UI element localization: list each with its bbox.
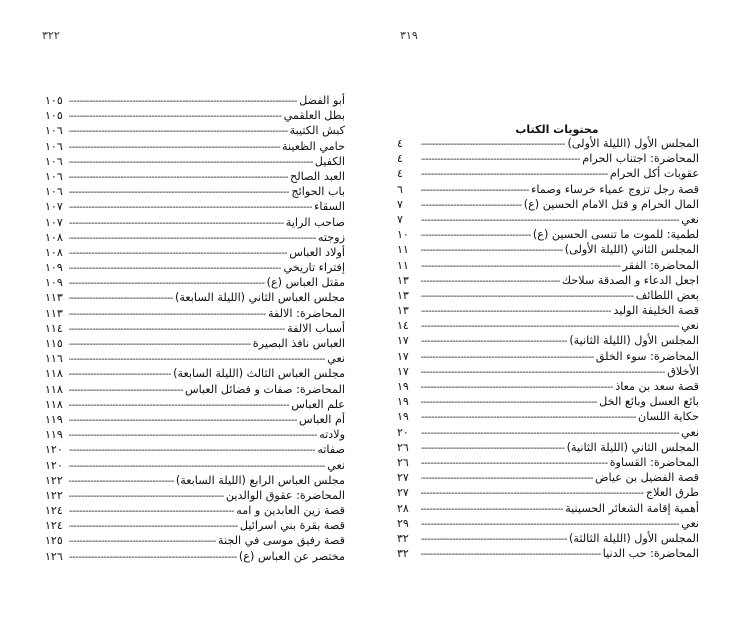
toc-entry (397, 212, 699, 227)
toc-entry-title: المحاضرة: الفقر (622, 258, 699, 272)
toc-entry-title: قصة الفضيل بن عياض (594, 471, 699, 485)
dotted-leader (69, 200, 312, 214)
toc-entry-title: المجلس الثاني (الليلة الأولى) (564, 243, 699, 257)
toc-entry-title: المحاضرة: صفات و فضائل العباس (184, 382, 345, 396)
toc-entry-title: المحاضرة: سوء الخلق (595, 349, 699, 363)
dotted-leader (421, 471, 593, 485)
toc-entry-title: نعي (681, 516, 699, 530)
toc-entry-page: ٧ (397, 197, 403, 211)
toc-entry (397, 197, 699, 212)
toc-entry-title: نعي (681, 319, 699, 333)
dotted-leader (69, 459, 325, 473)
right-page (372, 0, 744, 640)
toc-entry (45, 245, 345, 260)
toc-entry-title: صاحب الراية (285, 215, 345, 229)
toc-entry-title: قصة الخليفة الوليد (613, 304, 699, 318)
dotted-leader (69, 352, 325, 366)
toc-entry (45, 260, 345, 275)
toc-entry-title: مجلس العباس الثالث (الليلة السابعة) (173, 367, 345, 381)
toc-entry-title: اجعل الدعاء و الصدقة سلاحك (561, 273, 699, 287)
toc-entry-page: ١٠٩ (45, 276, 63, 290)
toc-entry (45, 473, 345, 488)
toc-entry-page: ١٠٦ (45, 169, 63, 183)
dotted-leader (69, 261, 281, 275)
dotted-leader (69, 489, 224, 503)
toc-entry (45, 199, 345, 214)
toc-entry (397, 531, 699, 546)
toc-entry (397, 470, 699, 485)
toc-entry-title: باب الحوائج (291, 185, 345, 199)
dotted-leader (421, 274, 560, 288)
toc-entry-page: ١٢٤ (45, 519, 63, 533)
toc-entry (397, 242, 699, 257)
dotted-leader (69, 124, 288, 138)
toc-entry (45, 412, 345, 427)
toc-entry-page: ١٢٠ (45, 458, 63, 472)
toc-entry-title: قصة بقرة بني اسرائيل (239, 519, 345, 533)
toc-entry-page: ٢٧ (397, 486, 409, 500)
toc-entry-title: قصة رجل تزوج عمياء خرساء وصماء (531, 182, 699, 196)
toc-entry-page: ٣٢ (397, 531, 409, 545)
toc-entry-title: زوجته (317, 230, 345, 244)
toc-entry-page: ١٢٢ (45, 488, 63, 502)
toc-entry-page: ٧ (397, 212, 403, 226)
dotted-leader (69, 413, 297, 427)
dotted-leader (69, 170, 288, 184)
toc-entry-page: ٤ (397, 137, 403, 150)
toc-entry (397, 258, 699, 273)
toc-entry (45, 215, 345, 230)
toc-entry (397, 485, 699, 500)
toc-list (397, 136, 699, 561)
toc-entry-page: ١١٥ (45, 337, 63, 350)
toc-entry-page: ١١٨ (45, 397, 63, 411)
toc-entry-page: ١٣ (397, 273, 409, 287)
dotted-leader (69, 367, 171, 381)
toc-entry-title: بطل العلقمي (283, 109, 345, 123)
toc-entry (45, 321, 345, 336)
dotted-leader (421, 547, 601, 561)
dotted-leader (421, 517, 679, 531)
toc-entry-page: ٢٩ (397, 516, 409, 530)
toc-entry (45, 275, 345, 290)
toc-entry-page: ١١٣ (45, 291, 63, 305)
toc-entry-title: صفاته (317, 443, 345, 457)
toc-entry-page: ٦ (397, 182, 403, 196)
dotted-leader (421, 259, 621, 273)
dotted-leader (421, 304, 611, 318)
toc-entry-page: ١٠ (397, 228, 409, 242)
toc-entry (45, 427, 345, 442)
toc-entry-title: قصة رفيق موسى في الجنة (218, 534, 345, 548)
toc-entry (45, 458, 345, 473)
toc-entry-page: ١٠٦ (45, 124, 63, 138)
toc-entry-page: ١٠٨ (45, 245, 63, 259)
dotted-leader (421, 441, 565, 455)
toc-entry-page: ١٠٥ (45, 94, 63, 107)
toc-entry (45, 139, 345, 154)
dotted-leader (69, 428, 317, 442)
toc-entry-title: بائع العسل وبائع الخل (599, 395, 699, 409)
toc-entry (397, 333, 699, 348)
dotted-leader (69, 231, 316, 245)
toc-entry-title: المال الحرام و قتل الامام الحسين (ع) (523, 197, 699, 211)
dotted-leader (69, 337, 251, 351)
toc-entry-title: العباس نافذ البصيرة (252, 337, 345, 350)
dotted-leader (69, 94, 297, 108)
toc-entry-title: إفتراء تاريخي (283, 261, 345, 275)
toc-entry-title: أهمية إقامة الشعائر الحسينية (565, 501, 699, 515)
toc-entry-title: مختصر عن العباس (ع) (238, 549, 345, 563)
toc-entry-title: الكفيل (314, 154, 345, 168)
toc-entry-page: ٢٨ (397, 501, 409, 515)
toc-entry-title: المحاضرة: عقوق الوالدين (225, 488, 345, 502)
toc-entry (397, 151, 699, 166)
toc-entry (397, 318, 699, 333)
dotted-leader (421, 213, 679, 227)
toc-entry (397, 273, 699, 288)
dotted-leader (421, 198, 522, 212)
toc-entry-page: ١٩ (397, 410, 409, 424)
dotted-leader (69, 185, 289, 199)
dotted-leader (421, 365, 665, 379)
dotted-leader (69, 383, 183, 397)
dotted-leader (69, 246, 287, 260)
toc-entry-page: ١٩ (397, 380, 409, 393)
page-number: ٣٢٢ (42, 29, 60, 42)
toc-entry-title: أبو الفضل (299, 94, 345, 107)
toc-entry (45, 488, 345, 503)
toc-entry-page: ٤ (397, 167, 403, 181)
toc-entry (45, 397, 345, 412)
toc-entry (45, 169, 345, 184)
toc-entry (45, 93, 345, 108)
toc-entry-page: ١١ (397, 258, 409, 272)
dotted-leader (69, 443, 315, 457)
toc-entry-page: ٤ (397, 152, 403, 166)
dotted-leader (421, 334, 567, 348)
toc-entry (45, 306, 345, 321)
toc-entry-title: قصة سعد بن معاذ (615, 380, 699, 393)
toc-entry-title: المجلس الثاني (الليلة الثانية) (566, 440, 699, 454)
toc-entry-page: ١٠٨ (45, 230, 63, 244)
toc-entry (397, 136, 699, 151)
dotted-leader (69, 307, 266, 321)
toc-entry-title: مجلس العباس الثاني (الليلة السابعة) (175, 291, 345, 305)
toc-entry-page: ٣٢ (397, 547, 409, 561)
toc-entry-title: قصة زين العابدين و امه (236, 504, 345, 518)
toc-entry-page: ١٢٥ (45, 534, 63, 548)
toc-entry-page: ١٤ (397, 319, 409, 333)
toc-entry-title: ولادته (319, 428, 345, 442)
toc-entry-page: ١٧ (397, 349, 409, 363)
toc-entry-page: ١٣ (397, 288, 409, 302)
dotted-leader (421, 183, 529, 197)
toc-entry (397, 379, 699, 394)
toc-entry (397, 166, 699, 181)
toc-entry-page: ١٠٦ (45, 185, 63, 199)
toc-entry-title: المحاضرة: حب الدنيا (602, 547, 699, 561)
toc-entry (45, 533, 345, 548)
toc-list (45, 93, 345, 564)
toc-entry (397, 546, 699, 561)
toc-entry-title: نعي (681, 212, 699, 226)
toc-entry-title: نعي (681, 425, 699, 439)
toc-entry-page: ١٣ (397, 304, 409, 318)
toc-entry-page: ١٢٠ (45, 443, 63, 457)
toc-entry-title: الأخلاق (667, 364, 699, 378)
toc-entry (45, 549, 345, 564)
toc-entry (45, 108, 345, 123)
toc-entry-page: ١١ (397, 243, 409, 257)
toc-entry-page: ١٠٩ (45, 261, 63, 275)
toc-entry-page: ١١٨ (45, 367, 63, 381)
toc-entry-title: أم العباس (299, 412, 345, 426)
dotted-leader (69, 155, 313, 169)
toc-entry-title: طرق العلاج (645, 486, 699, 500)
toc-entry-page: ١٢٦ (45, 549, 63, 563)
dotted-leader (69, 216, 284, 230)
dotted-leader (69, 291, 173, 305)
dotted-leader (69, 474, 174, 488)
dotted-leader (69, 550, 237, 564)
toc-entry (397, 182, 699, 197)
toc-entry (397, 455, 699, 470)
toc-entry-title: مقتل العباس (ع) (266, 276, 345, 290)
toc-entry (397, 409, 699, 424)
toc-entry (397, 349, 699, 364)
toc-entry-page: ١١٦ (45, 352, 63, 366)
dotted-leader (421, 456, 608, 470)
dotted-leader (69, 276, 265, 290)
dotted-leader (421, 410, 636, 424)
toc-entry (45, 154, 345, 169)
toc-entry-page: ١٧ (397, 334, 409, 348)
dotted-leader (421, 228, 531, 242)
dotted-leader (69, 519, 238, 533)
toc-title: محتويات الكتاب (515, 123, 599, 136)
toc-entry-title: المحاضرة: القساوة (609, 455, 699, 469)
toc-entry-title: أسباب الالفة (287, 321, 345, 335)
toc-entry (45, 123, 345, 138)
page-number: ٣١٩ (400, 29, 418, 42)
dotted-leader (69, 504, 234, 518)
toc-entry-page: ١٠٦ (45, 139, 63, 153)
toc-entry (45, 351, 345, 366)
dotted-leader (69, 140, 280, 154)
toc-entry-title: حكاية اللسان (638, 410, 699, 424)
dotted-leader (421, 502, 563, 516)
dotted-leader (421, 289, 634, 303)
toc-entry-title: المجلس الأول (الليلة الثالثة) (569, 531, 699, 545)
toc-entry-page: ١١٩ (45, 428, 63, 442)
dotted-leader (69, 398, 289, 412)
toc-entry-title: بعض اللطائف (635, 288, 699, 302)
dotted-leader (421, 395, 597, 409)
toc-entry (45, 382, 345, 397)
dotted-leader (421, 243, 563, 257)
toc-entry-title: لطمية: للموت ما تنسى الحسين (ع) (532, 228, 699, 242)
toc-entry-page: ١٧ (397, 364, 409, 378)
toc-entry-title: المحاضرة: الالفة (267, 306, 345, 320)
toc-entry (45, 184, 345, 199)
toc-entry-page: ٢٠ (397, 425, 409, 439)
toc-entry-page: ١٢٤ (45, 504, 63, 518)
toc-entry-page: ١٩ (397, 395, 409, 409)
toc-entry (397, 425, 699, 440)
toc-entry (397, 364, 699, 379)
dotted-leader (421, 167, 608, 181)
toc-entry-title: حامي الظعينة (281, 139, 345, 153)
dotted-leader (421, 486, 644, 500)
toc-entry-title: المحاضرة: اجتناب الحرام (582, 152, 699, 166)
toc-entry-title: المجلس الأول (الليلة الثانية) (569, 334, 699, 348)
toc-entry-title: المجلس الأول (الليلة الأولى) (567, 137, 699, 150)
dotted-leader (421, 532, 567, 546)
toc-entry (397, 440, 699, 455)
toc-entry (45, 290, 345, 305)
toc-entry-title: العبد الصالح (290, 169, 345, 183)
toc-entry (397, 288, 699, 303)
dotted-leader (421, 426, 679, 440)
toc-entry-page: ١٠٧ (45, 215, 63, 229)
toc-entry (397, 501, 699, 516)
dotted-leader (421, 152, 580, 166)
toc-entry-page: ١١٤ (45, 321, 63, 335)
toc-entry-page: ١٠٥ (45, 109, 63, 123)
toc-entry (397, 516, 699, 531)
toc-entry-page: ١١٣ (45, 306, 63, 320)
toc-entry-title: نعي (327, 352, 345, 366)
toc-entry (397, 303, 699, 318)
dotted-leader (69, 322, 285, 336)
toc-entry-title: أولاد العباس (289, 245, 345, 259)
toc-entry (397, 227, 699, 242)
toc-entry-title: علم العباس (291, 397, 345, 411)
toc-entry-title: عقوبات أكل الحرام (609, 167, 699, 181)
toc-entry (45, 518, 345, 533)
toc-entry (45, 366, 345, 381)
dotted-leader (421, 137, 565, 151)
toc-entry-page: ١٠٦ (45, 154, 63, 168)
dotted-leader (69, 109, 282, 123)
toc-entry (45, 503, 345, 518)
dotted-leader (421, 380, 613, 394)
toc-entry-page: ١٠٧ (45, 200, 63, 214)
toc-entry-page: ٢٦ (397, 440, 409, 454)
toc-entry-title: كبش الكتيبة (289, 124, 345, 138)
toc-entry-title: مجلس العباس الرابع (الليلة السابعة) (175, 473, 345, 487)
toc-entry (45, 336, 345, 351)
dotted-leader (421, 350, 594, 364)
toc-entry-title: السقاء (314, 200, 345, 214)
dotted-leader (421, 319, 679, 333)
toc-entry (397, 394, 699, 409)
toc-entry-page: ٢٧ (397, 471, 409, 485)
dotted-leader (69, 534, 216, 548)
toc-entry-page: ١٢٢ (45, 473, 63, 487)
toc-entry-page: ١١٩ (45, 412, 63, 426)
toc-entry (45, 442, 345, 457)
toc-entry (45, 230, 345, 245)
toc-entry-page: ١١٨ (45, 382, 63, 396)
toc-entry-title: نعي (327, 458, 345, 472)
toc-entry-page: ٢٦ (397, 455, 409, 469)
